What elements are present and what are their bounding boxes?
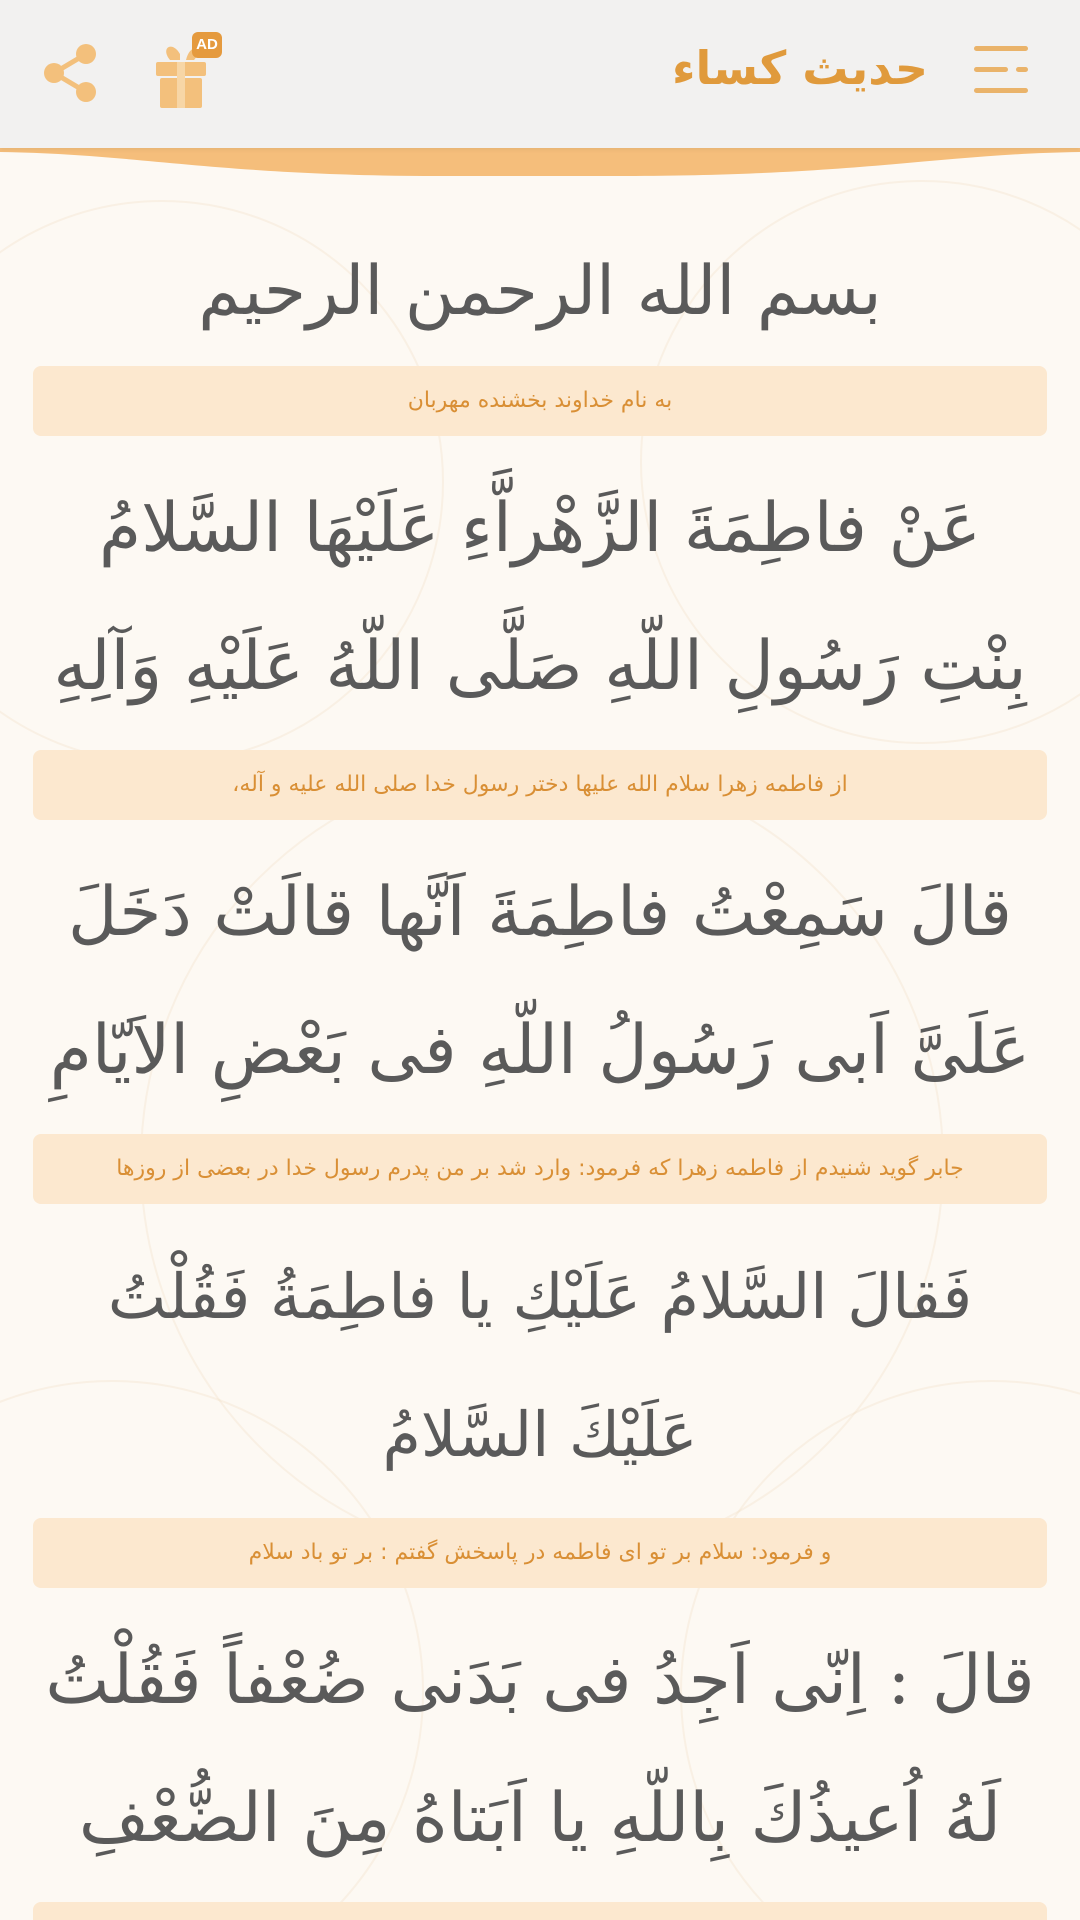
hadith-content [0, 176, 1080, 1920]
translation-box [33, 1902, 1047, 1920]
arabic-verse: عَنْ فاطِمَةَ الزَّهْراَّءِ عَلَیْهَا السَّلامُ بِنْتِ رَسُولِ اللّهِ صَلَّی اللّهُ عَلَیْهِ وَآلِهِ [53, 489, 1027, 706]
ad-badge: AD [192, 32, 222, 58]
arabic-verse: قالَ سَمِعْتُ فاطِمَةَ اَنَّها قالَتْ دَخَلَ عَلَیَّ اَبی رَسُولُ اللّهِ فی بَعْضِ الاَیّامِ [49, 873, 1031, 1090]
translation-box: به نام خداوند بخشنده مهربان [33, 366, 1047, 436]
app-header [0, 0, 1080, 148]
share-icon [40, 42, 100, 104]
translation-box: از فاطمه زهرا سلام الله علیها دختر رسول خدا صلی الله علیه و آله، [33, 750, 1047, 820]
gift-ad-button[interactable] [150, 36, 222, 108]
header-wave [0, 146, 1080, 178]
menu-button[interactable] [972, 40, 1032, 100]
page-title: حدیث کساء [671, 41, 928, 95]
menu-icon [972, 40, 1032, 100]
share-button[interactable] [40, 42, 100, 104]
arabic-verse: فَقالَ السَّلامُ عَلَیْكِ یا فاطِمَةُ فَقُلْتُ عَلَیْكَ السَّلامُ [107, 1260, 973, 1471]
translation-box: جابر گوید شنیدم از فاطمه زهرا که فرمود: وارد شد بر من پدرم رسول خدا در بعضی از روزها [33, 1134, 1047, 1204]
arabic-verse: قالَ : اِنّی اَجِدُ فی بَدَنی ضُعْفاً فَقُلْتُ لَهُ اُعیذُكَ بِاللّهِ یا اَبَتاهُ مِنَ الضُّعْفِ [45, 1641, 1035, 1858]
arabic-verse: بسم الله الرحمن الرحیم [198, 252, 882, 331]
translation-box: و فرمود: سلام بر تو ای فاطمه در پاسخش گفتم : بر تو باد سلام [33, 1518, 1047, 1588]
